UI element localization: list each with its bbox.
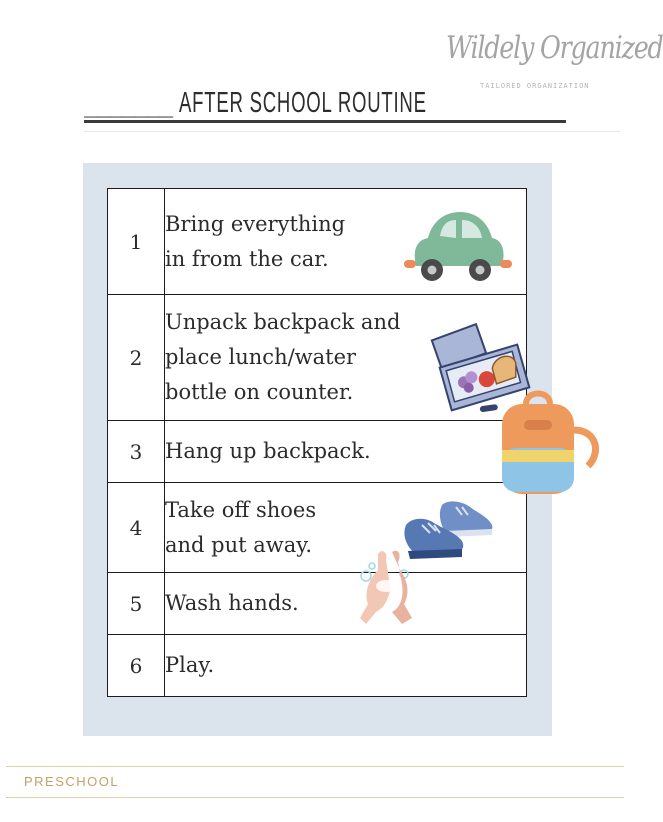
page-title	[84, 86, 566, 123]
logo-wordmark: Wildely Organized	[446, 30, 663, 66]
step-text: Bring everything in from the car.	[165, 189, 527, 295]
step-text: Unpack backpack and place lunch/water bottle on counter.	[165, 295, 527, 421]
table-row	[108, 573, 527, 635]
backpack-icon	[498, 390, 604, 498]
name-blank: _______	[84, 90, 172, 118]
step-text: Play.	[165, 635, 527, 697]
footer-label: PRESCHOOL	[24, 774, 120, 789]
footer-divider-bottom	[6, 797, 624, 798]
step-text: Take off shoes and put away.	[165, 483, 527, 573]
step-number: 6	[108, 635, 165, 697]
title-text: AFTER SCHOOL ROUTINE	[179, 87, 427, 119]
logo-tagline: TAILORED ORGANIZATION	[480, 82, 590, 90]
car-icon	[402, 208, 514, 284]
step-number: 2	[108, 295, 165, 421]
step-number: 4	[108, 483, 165, 573]
footer-divider-top	[6, 766, 624, 767]
step-text: Wash hands.	[165, 573, 527, 635]
step-number: 5	[108, 573, 165, 635]
step-text: Hang up backpack.	[165, 421, 527, 483]
brand-logo	[436, 20, 663, 96]
step-number: 1	[108, 189, 165, 295]
header-divider	[84, 131, 620, 132]
table-row	[108, 421, 527, 483]
table-row	[108, 635, 527, 697]
step-number: 3	[108, 421, 165, 483]
washing-hands-icon	[356, 544, 420, 628]
